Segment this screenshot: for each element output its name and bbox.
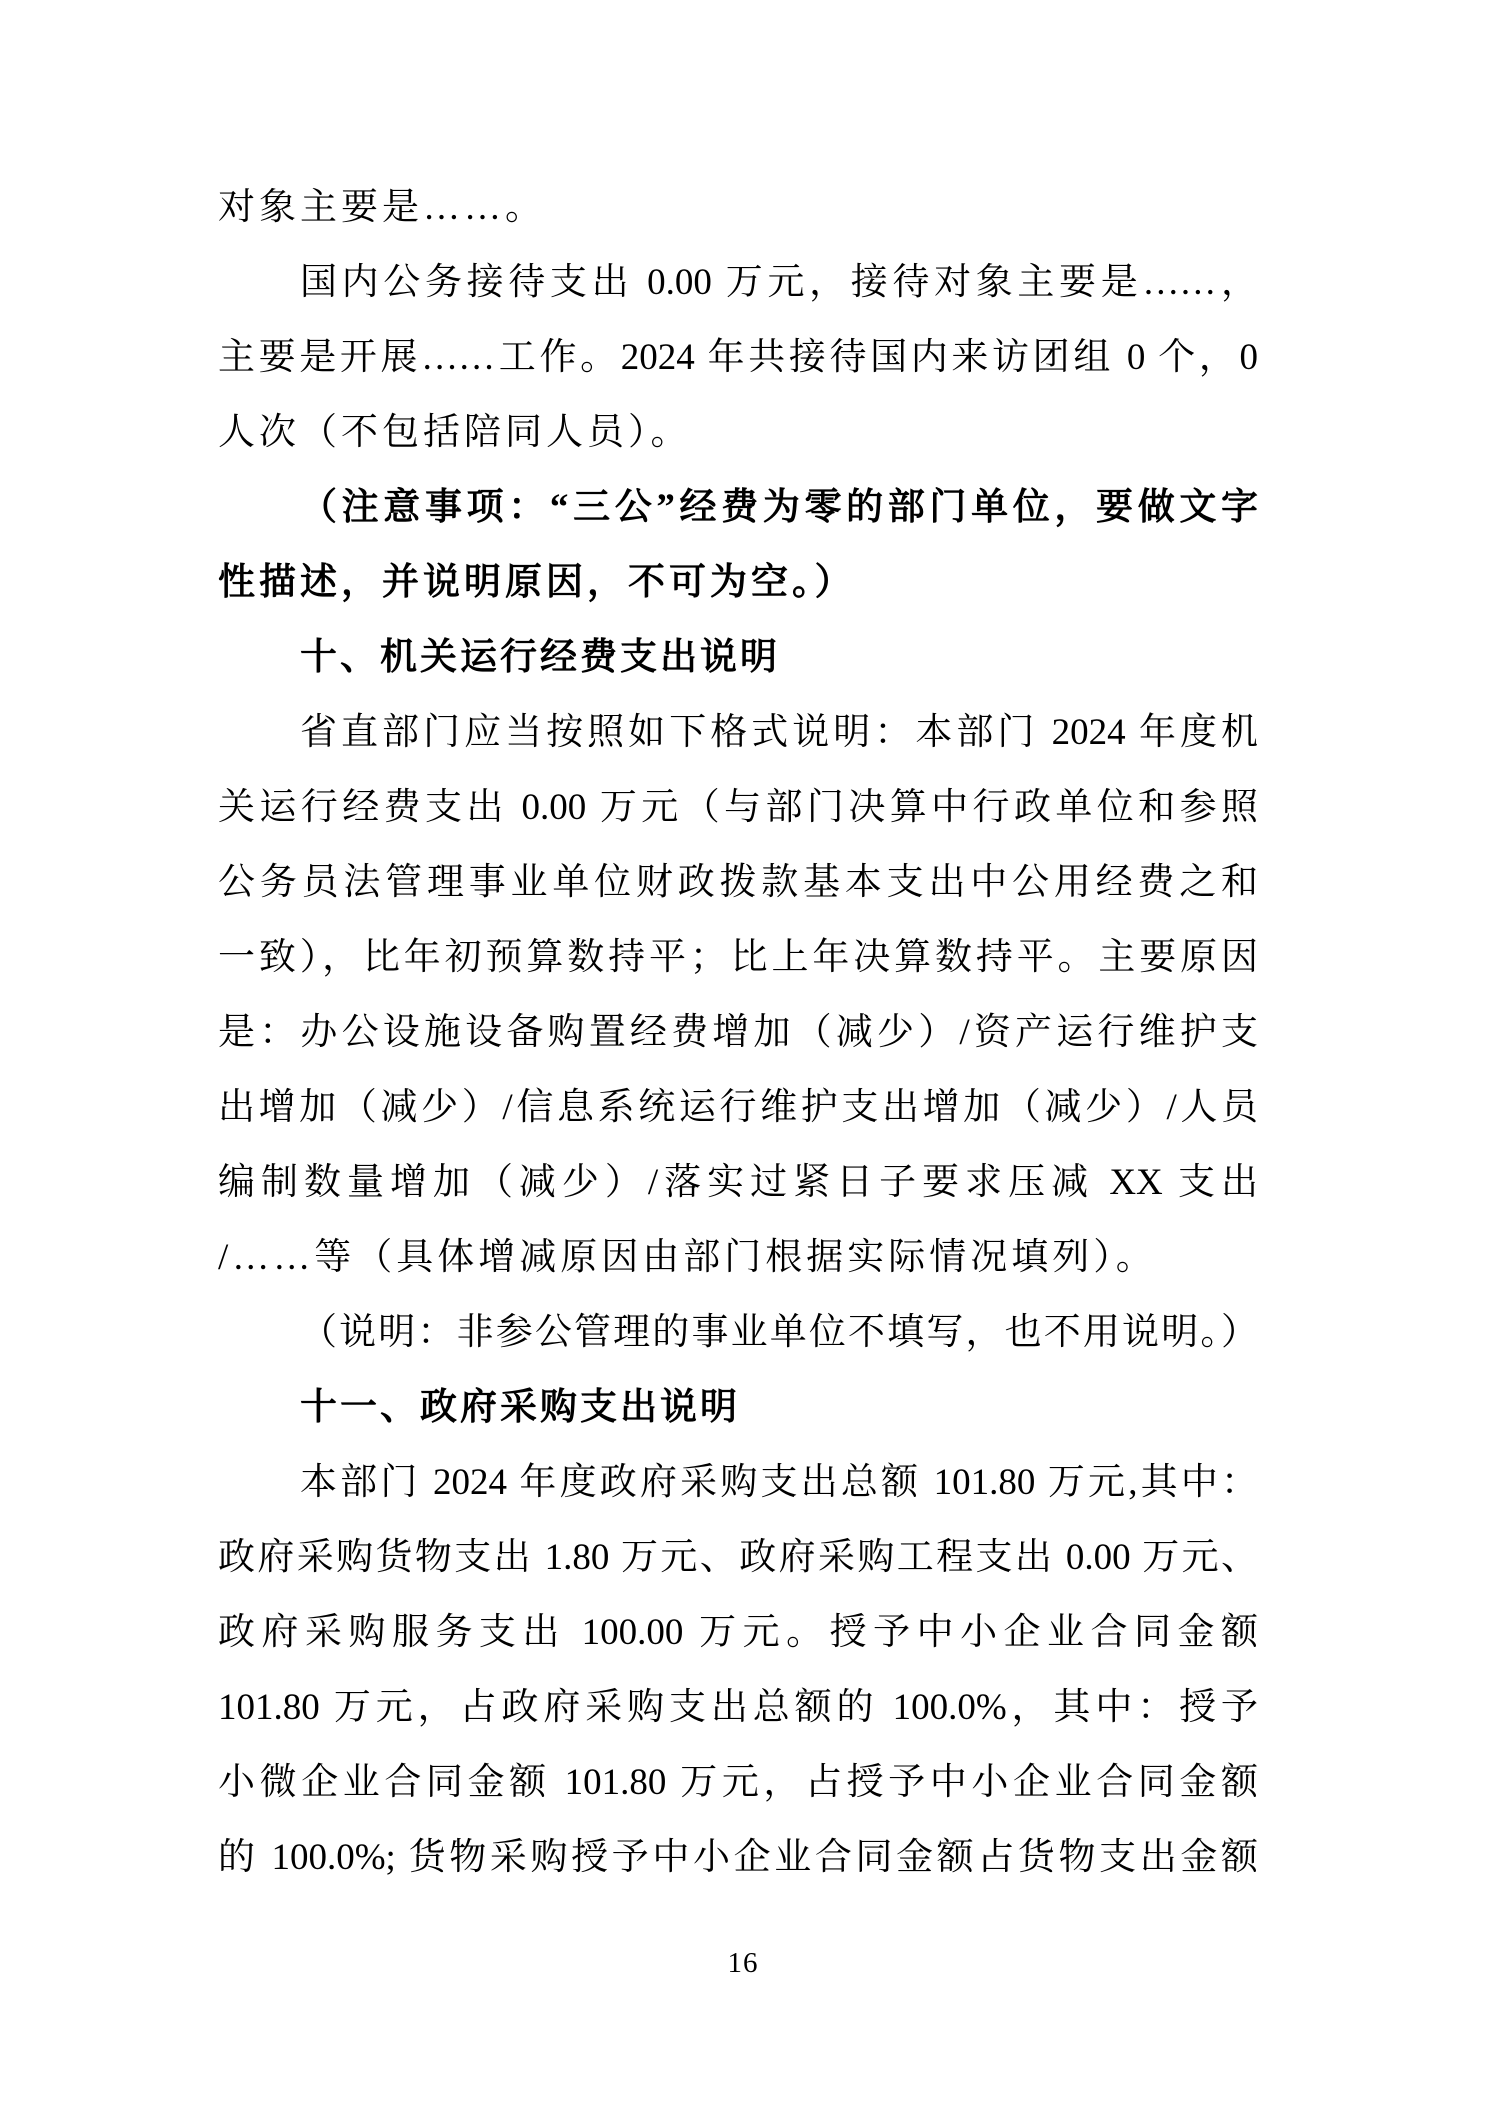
paragraph-line: 省直部门应当按照如下格式说明：本部门 2024 年度机 xyxy=(300,712,1258,753)
paragraph-line: 关运行经费支出 0.00 万元（与部门决算中行政单位和参照 xyxy=(218,787,1258,828)
paragraph-line: 小微企业合同金额 101.80 万元，占授予中小企业合同金额 xyxy=(218,1762,1258,1803)
page-number: 16 xyxy=(727,1947,759,1979)
paragraph-line: 是：办公设施设备购置经费增加（减少）/资产运行维护支 xyxy=(218,1012,1258,1053)
paragraph-line: 的 100.0%; 货物采购授予中小企业合同金额占货物支出金额 xyxy=(218,1837,1258,1878)
note-line: （注意事项：“三公”经费为零的部门单位，要做文字 xyxy=(300,487,1258,528)
section-heading-10: 十、机关运行经费支出说明 xyxy=(300,637,780,678)
paragraph-line: /……等（具体增减原因由部门根据实际情况填列）。 xyxy=(218,1237,1157,1278)
paragraph-line: 编制数量增加（减少）/落实过紧日子要求压减 XX 支出 xyxy=(218,1162,1258,1203)
paragraph-line: 公务员法管理事业单位财政拨款基本支出中公用经费之和 xyxy=(218,862,1258,903)
document-body xyxy=(218,170,1258,1895)
paragraph-line: 对象主要是……。 xyxy=(218,187,546,228)
paragraph-line: 出增加（减少）/信息系统运行维护支出增加（减少）/人员 xyxy=(218,1087,1258,1128)
paragraph-line: 一致），比年初预算数持平；比上年决算数持平。主要原因 xyxy=(218,937,1258,978)
paragraph-line: 人次（不包括陪同人员）。 xyxy=(218,412,692,453)
paragraph-line: 国内公务接待支出 0.00 万元，接待对象主要是……， xyxy=(300,262,1258,303)
section-heading-11: 十一、政府采购支出说明 xyxy=(300,1387,740,1428)
paragraph-line: 101.80 万元，占政府采购支出总额的 100.0%，其中：授予 xyxy=(218,1687,1258,1728)
paragraph-line: 主要是开展……工作。2024 年共接待国内来访团组 0 个，0 xyxy=(218,337,1258,378)
paragraph-line: 本部门 2024 年度政府采购支出总额 101.80 万元,其中： xyxy=(300,1462,1258,1503)
remark-line: （说明：非参公管理的事业单位不填写，也不用说明。） xyxy=(300,1312,1258,1353)
paragraph-line: 政府采购服务支出 100.00 万元。授予中小企业合同金额 xyxy=(218,1612,1258,1653)
paragraph-line: 政府采购货物支出 1.80 万元、政府采购工程支出 0.00 万元、 xyxy=(218,1537,1258,1578)
note-line: 性描述，并说明原因，不可为空。） xyxy=(218,562,856,603)
